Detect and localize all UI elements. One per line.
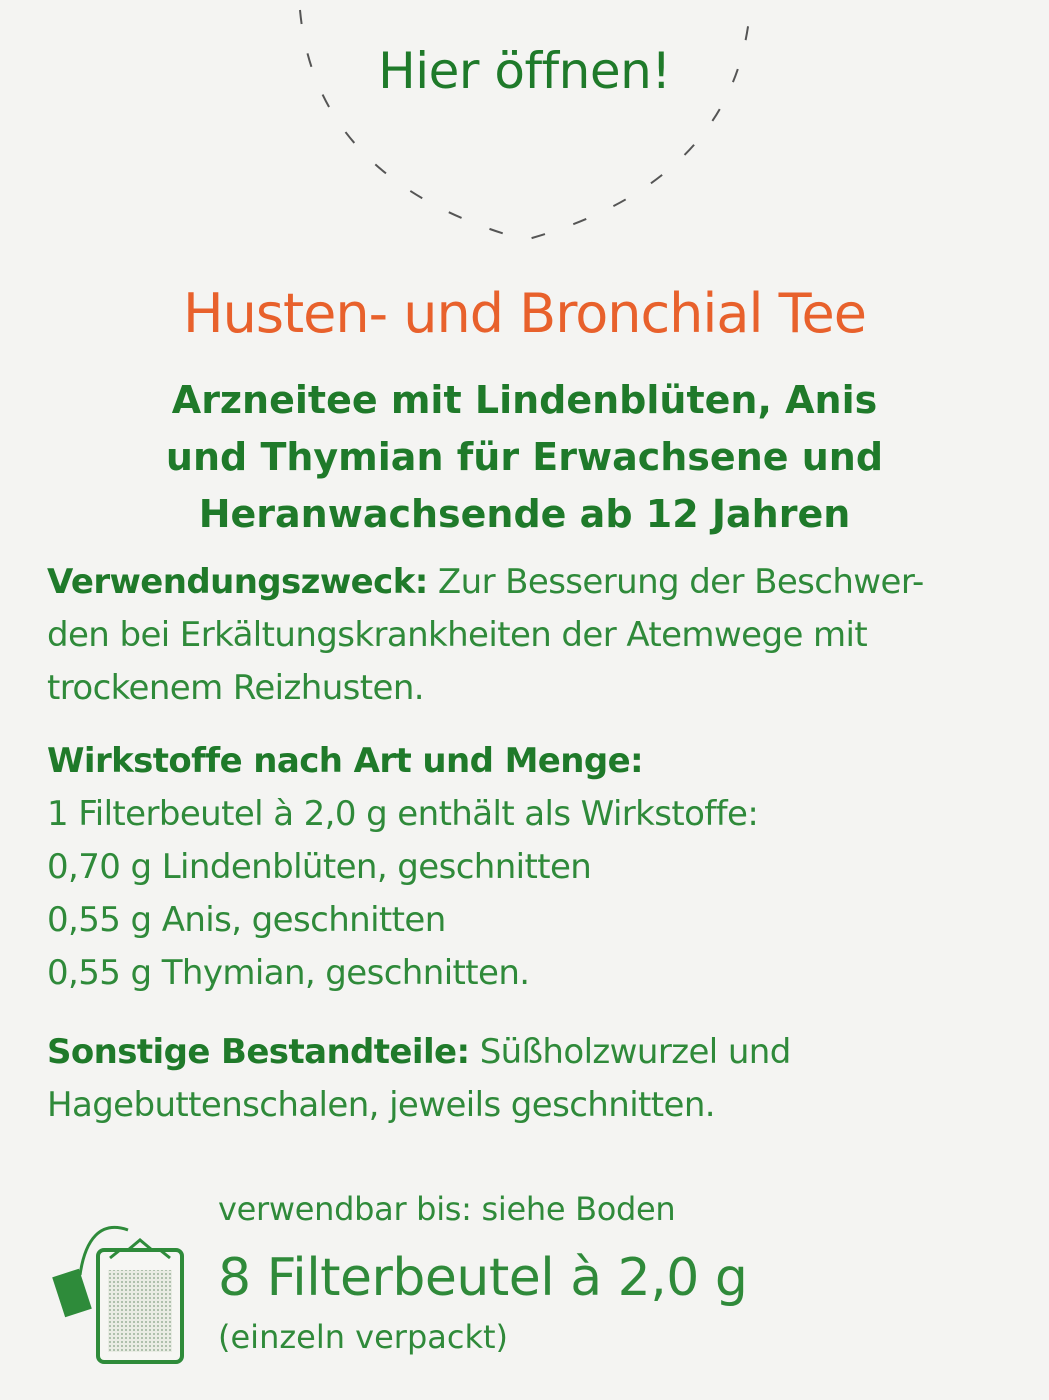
- purpose-heading: Verwendungszweck:: [47, 562, 428, 602]
- expiry-note: verwendbar bis: siehe Boden: [218, 1190, 676, 1228]
- ingredients-heading: Wirkstoffe nach Art und Menge:: [47, 741, 644, 781]
- teabag-icon: [40, 1220, 200, 1370]
- purpose-text: Zur Besserung der Beschwer-: [437, 562, 924, 602]
- other-ingredients-section: [47, 1026, 1007, 1132]
- subtitle-line: Heranwachsende ab 12 Jahren: [198, 492, 851, 536]
- product-title: Husten- und Bronchial Tee: [183, 282, 866, 345]
- perforated-open-tab[interactable]: [0, 0, 1049, 260]
- packing-note: (einzeln verpackt): [218, 1318, 509, 1356]
- ingredients-section: [47, 735, 1007, 1000]
- bag-count: 8 Filterbeutel à 2,0 g: [218, 1248, 748, 1308]
- subtitle-line: Arzneitee mit Lindenblüten, Anis: [171, 378, 878, 422]
- ingredient-line: 1 Filterbeutel à 2,0 g enthält als Wirkstoffe:: [47, 794, 759, 834]
- subtitle-line: und Thymian für Erwachsene und: [165, 435, 884, 479]
- ingredient-line: 0,55 g Anis, geschnitten: [47, 900, 446, 940]
- other-text: Hagebuttenschalen, jeweils geschnitten.: [47, 1085, 715, 1125]
- other-heading: Sonstige Bestandteile:: [47, 1032, 470, 1072]
- ingredient-line: 0,55 g Thymian, geschnitten.: [47, 953, 530, 993]
- purpose-section: [47, 556, 1007, 715]
- product-subtitle: [60, 372, 989, 543]
- open-here-label: Hier öffnen!: [378, 42, 671, 100]
- ingredient-line: 0,70 g Lindenblüten, geschnitten: [47, 847, 592, 887]
- purpose-text: den bei Erkältungskrankheiten der Atemwege mit: [47, 615, 868, 655]
- purpose-text: trockenem Reizhusten.: [47, 668, 424, 708]
- other-text: Süßholzwurzel und: [479, 1032, 791, 1072]
